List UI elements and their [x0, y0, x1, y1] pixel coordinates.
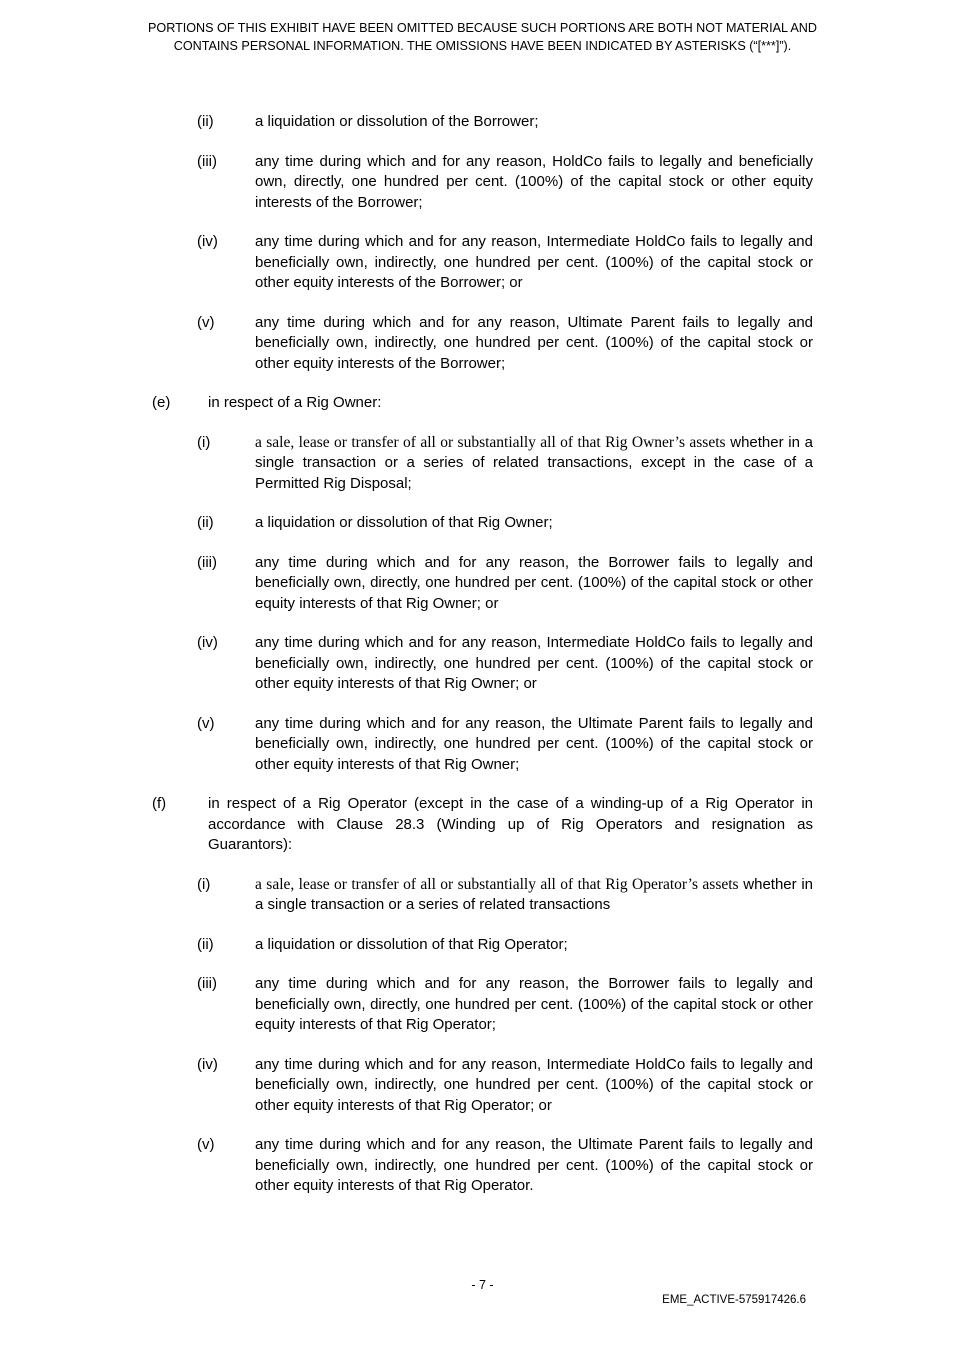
clause-text-run: any time during which and for any reason, HoldCo fails to legally and beneficially own, directly, one hundred per cent. (100%) of the capital stock or other equity interests of the Borrower;: [255, 152, 813, 211]
clause-row: [197, 1135, 813, 1197]
clause-label: (iii): [197, 553, 217, 571]
clause-row: [197, 553, 813, 615]
clause-row: [197, 935, 813, 956]
clause-text: [255, 433, 813, 495]
clause-text: [255, 513, 813, 534]
clause-label: (iii): [197, 975, 217, 992]
clause-text: [255, 714, 813, 776]
clause-label: (ii): [197, 935, 214, 953]
clause-row: [197, 112, 813, 133]
confidentiality-header-line2: CONTAINS PERSONAL INFORMATION. THE OMISSIONS HAVE BEEN INDICATED BY ASTERISKS (“[***]”).: [173, 38, 792, 53]
clause-label: (i): [197, 433, 211, 451]
clause-text: [255, 232, 813, 294]
clause-row: [197, 633, 813, 695]
clause-label: (v): [197, 313, 215, 331]
clause-text-run: in respect of a Rig Operator (except in the case of a winding-up of a Rig Operator in accordance with Clause 28.3 (Winding up of Rig Operators and resignation as Guarantors):: [208, 795, 813, 853]
clause-text-run: any time during which and for any reason, Intermediate HoldCo fails to legally and beneficially own, indirectly, one hundred per cent. (100%) of the capital stock or other equity interests of that Rig Owner; or: [255, 634, 813, 692]
clause-text-run: a liquidation or dissolution of that Rig Operator;: [255, 935, 568, 953]
clause-list: [0, 112, 965, 1216]
clause-text-run: a liquidation or dissolution of that Rig Owner;: [255, 514, 553, 531]
clause-text: [255, 152, 813, 214]
clause-row: [152, 393, 813, 414]
clause-text: [255, 974, 813, 1036]
document-id: EME_ACTIVE-575917426.6: [662, 1294, 806, 1306]
clause-text-run: a sale, lease or transfer of all or substantially all of that Rig Operator’s assets: [255, 875, 739, 893]
clause-text-run: whether in a single transaction or a series of related transactions, except in the case of a Permitted Rig Disposal;: [255, 433, 814, 492]
clause-text: [255, 553, 813, 615]
clause-text-run: a sale, lease or transfer: [255, 433, 404, 451]
clause-row: [197, 313, 813, 375]
clause-row: [197, 974, 813, 1036]
clause-row: [152, 794, 813, 856]
clause-label: (iii): [197, 152, 217, 170]
clause-text-run: any time during which and for any reason, Intermediate HoldCo fails to legally and beneficially own, indirectly, one hundred per cent. (100%) of the capital stock or other equity interests of the Borrower; or: [255, 233, 813, 291]
clause-row: [197, 433, 813, 495]
clause-text-run: any time during which and for any reason, Ultimate Parent fails to legally and beneficially own, indirectly, one hundred per cent. (100%) of the capital stock or other equity interests of the Borrower;: [255, 313, 813, 372]
clause-label: (f): [152, 795, 167, 812]
clause-text: [255, 633, 813, 695]
clause-text-run: in respect of a Rig Owner:: [208, 394, 382, 411]
clause-text-run: whether in a single transaction or a series of related transactions: [255, 875, 814, 913]
page-number: - 7 -: [471, 1278, 494, 1292]
clause-row: [197, 232, 813, 294]
clause-label: (ii): [197, 113, 214, 130]
clause-label: (i): [197, 875, 211, 893]
clause-text-run: any time during which and for any reason, the Ultimate Parent fails to legally and beneficially own, indirectly, one hundred per cent. (100%) of the capital stock or other equity interests of that Rig Operator.: [255, 1136, 813, 1194]
clause-label: (iv): [197, 1055, 218, 1073]
clause-text: [208, 393, 813, 414]
clause-text: [255, 313, 813, 375]
clause-text: [208, 794, 813, 856]
clause-text: [255, 1055, 813, 1117]
clause-text: [255, 875, 813, 916]
clause-row: [197, 714, 813, 776]
clause-row: [197, 152, 813, 214]
clause-text-run: of all or substantially all of that Rig Owner’s assets: [403, 433, 726, 451]
clause-text: [255, 935, 813, 956]
clause-text-run: any time during which and for any reason, the Borrower fails to legally and beneficially own, directly, one hundred per cent. (100%) of the capital stock or other equity interests of that Rig Owner; or: [255, 553, 813, 612]
clause-label: (ii): [197, 514, 214, 531]
clause-label: (iv): [197, 233, 218, 250]
clause-text-run: any time during which and for any reason, Intermediate HoldCo fails to legally and beneficially own, indirectly, one hundred per cent. (100%) of the capital stock or other equity interests of that Rig Operator; or: [255, 1055, 813, 1114]
clause-text: [255, 1135, 813, 1197]
confidentiality-header-line1: PORTIONS OF THIS EXHIBIT HAVE BEEN OMITTED BECAUSE SUCH PORTIONS ARE BOTH NOT MATERIAL AND: [148, 21, 817, 35]
clause-row: [197, 513, 813, 534]
clause-label: (iv): [197, 634, 218, 651]
clause-text-run: any time during which and for any reason, the Ultimate Parent fails to legally and beneficially own, indirectly, one hundred per cent. (100%) of the capital stock or other equity interests of that Rig Owner;: [255, 714, 813, 773]
clause-label: (e): [152, 394, 171, 411]
clause-text: [255, 112, 813, 133]
clause-text-run: a liquidation or dissolution of the Borrower;: [255, 113, 539, 130]
clause-label: (v): [197, 1136, 215, 1153]
clause-text-run: any time during which and for any reason, the Borrower fails to legally and beneficially own, directly, one hundred per cent. (100%) of the capital stock or other equity interests of that Rig Operator;: [255, 975, 813, 1033]
confidentiality-header: [0, 20, 965, 55]
clause-label: (v): [197, 714, 215, 732]
clause-row: [197, 875, 813, 916]
clause-row: [197, 1055, 813, 1117]
